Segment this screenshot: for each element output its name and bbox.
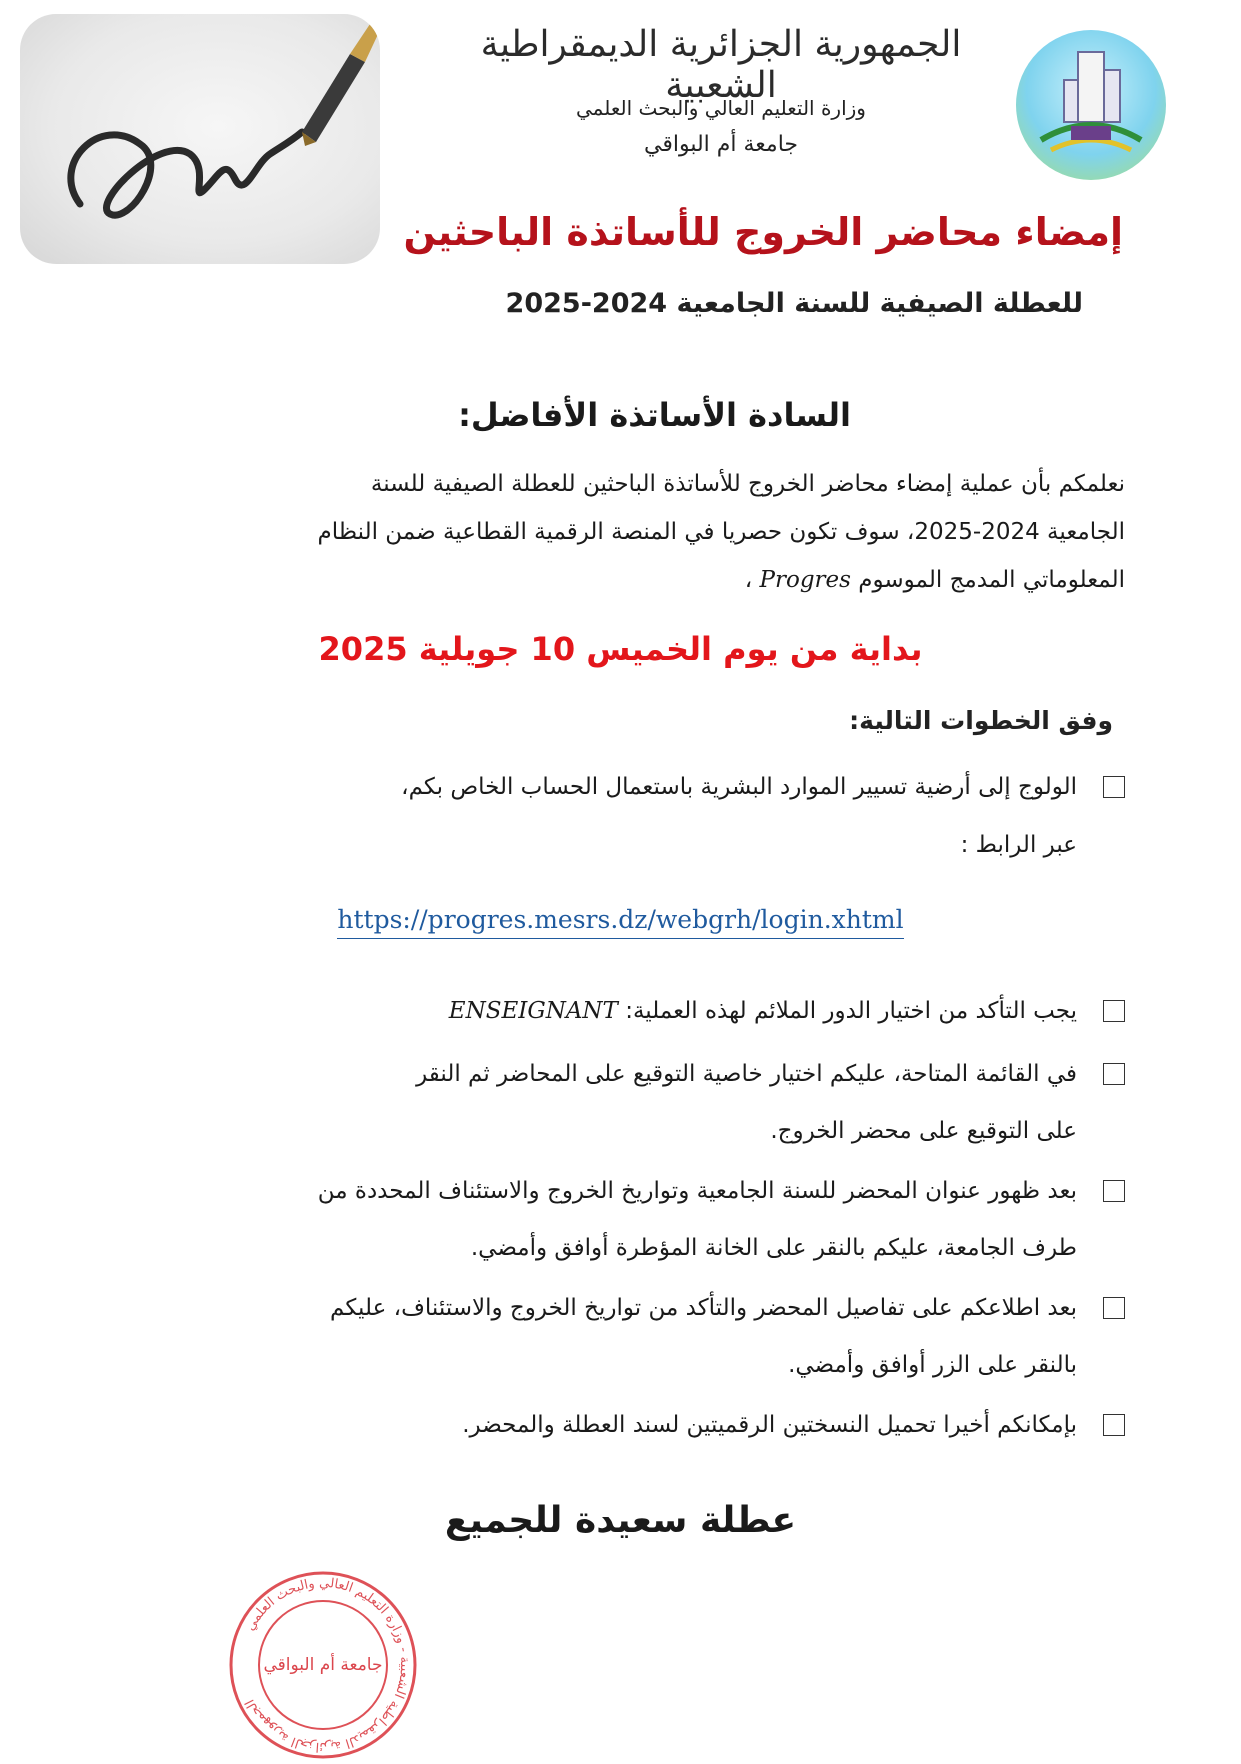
ministry-heading: وزارة التعليم العالي والبحث العلمي xyxy=(576,96,866,120)
intro-line-3-suffix: ، xyxy=(744,567,753,593)
step-4-line-2: طرف الجامعة، عليكم بالنقر على الخانة المؤطرة أوافق وأمضي. xyxy=(470,1235,1077,1261)
steps-heading: وفق الخطوات التالية: xyxy=(849,706,1113,735)
step-1-line-1: الولوج إلى أرضية تسيير الموارد البشرية باستعمال الحساب الخاص بكم، xyxy=(401,774,1077,800)
bullet-icon xyxy=(1103,1297,1125,1319)
bullet-icon xyxy=(1103,1000,1125,1022)
step-6: بإمكانكم أخيرا تحميل النسختين الرقميتين لسند العطلة والمحضر. xyxy=(462,1412,1077,1438)
bullet-icon xyxy=(1103,1180,1125,1202)
step-3-line-2: على التوقيع على محضر الخروج. xyxy=(770,1118,1077,1144)
step-5-line-1: بعد اطلاعكم على تفاصيل المحضر والتأكد من تواريخ الخروج والاستئناف، عليكم xyxy=(330,1295,1077,1321)
university-stamp xyxy=(218,1570,428,1760)
salutation: السادة الأساتذة الأفاضل: xyxy=(458,396,851,434)
stamp-center-text: جامعة أم البواقي xyxy=(263,1655,383,1675)
step-2 xyxy=(120,980,1077,1042)
progres-login-link[interactable] xyxy=(0,905,1241,934)
intro-line-3 xyxy=(120,556,1125,604)
progres-login-link-text[interactable]: https://progres.mesrs.dz/webgrh/login.xhtml xyxy=(337,905,903,939)
closing-message: عطلة سعيدة للجميع xyxy=(444,1500,797,1541)
role-name: ENSEIGNANT xyxy=(448,998,618,1024)
signature-pen-image xyxy=(20,14,380,264)
intro-line-1: نعلمكم بأن عملية إمضاء محاضر الخروج للأساتذة الباحثين للعطلة الصيفية للسنة xyxy=(370,471,1125,497)
university-logo xyxy=(1016,30,1166,180)
page-subtitle: للعطلة الصيفية للسنة الجامعية 2024-2025 xyxy=(505,288,1083,319)
stamp-icon xyxy=(218,1570,428,1760)
step-5-line-2: بالنقر على الزر أوافق وأمضي. xyxy=(788,1352,1077,1378)
intro-line-3-prefix: المعلوماتي المدمج الموسوم xyxy=(858,567,1125,593)
step-2-text: يجب التأكد من اختيار الدور الملائم لهذه العملية: xyxy=(625,998,1077,1024)
university-logo-icon xyxy=(1016,30,1166,180)
intro-line-2: الجامعية 2024-2025، سوف تكون حصريا في المنصة الرقمية القطاعية ضمن النظام xyxy=(317,519,1125,545)
bullet-icon xyxy=(1103,776,1125,798)
start-date: بداية من يوم الخميس 10 جويلية 2025 xyxy=(318,630,923,668)
step-3-line-1: في القائمة المتاحة، عليكم اختيار خاصية التوقيع على المحاضر ثم النقر xyxy=(416,1061,1077,1087)
university-heading: جامعة أم البواقي xyxy=(644,132,798,157)
step-4-line-1: بعد ظهور عنوان المحضر للسنة الجامعية وتواريخ الخروج والاستئناف المحددة من xyxy=(317,1178,1077,1204)
bullet-icon xyxy=(1103,1414,1125,1436)
signature-pen-icon xyxy=(20,14,380,264)
republic-heading: الجمهورية الجزائرية الديمقراطية الشعبية xyxy=(480,24,962,106)
bullet-icon xyxy=(1103,1063,1125,1085)
step-1-line-2: عبر الرابط : xyxy=(960,832,1077,858)
stamp-ring-text: الجمهورية الجزائرية الديمقراطية الشعبية - وزارة التعليم العالي والبحث العلمي xyxy=(242,1575,413,1755)
page-title: إمضاء محاضر الخروج للأساتذة الباحثين xyxy=(403,210,1123,254)
system-name: Progres xyxy=(759,567,851,593)
